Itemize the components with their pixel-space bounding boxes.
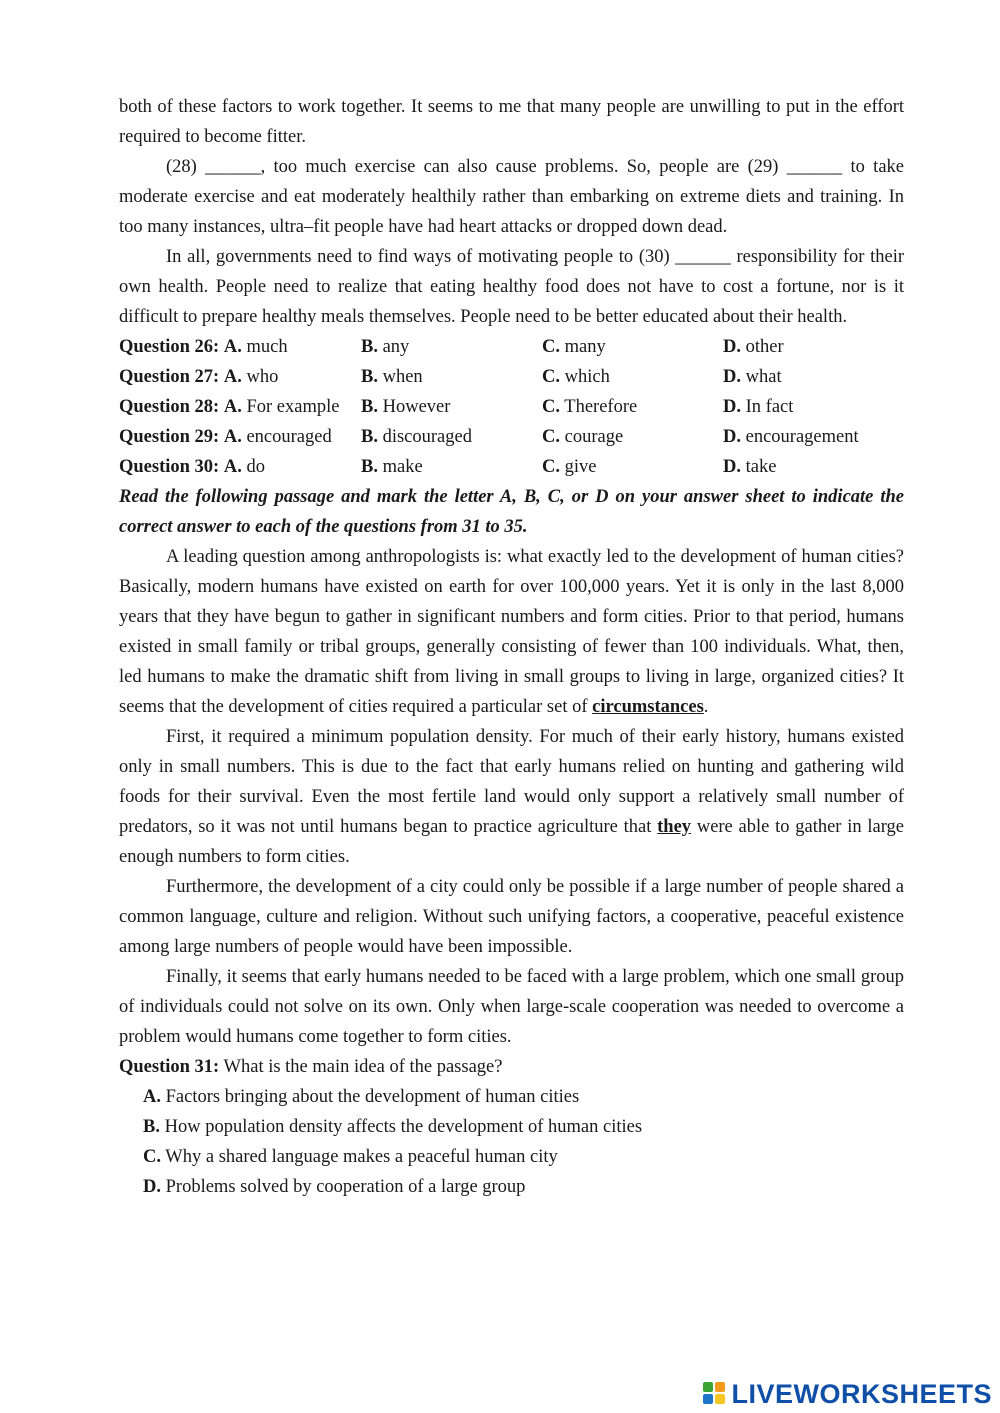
option-letter: D. [723,457,741,477]
question-text: What is the main idea of the passage? [223,1057,503,1077]
option-letter: A. [143,1087,161,1107]
question-label: Question 27: [119,367,220,387]
reading-paragraph-2 [119,722,904,872]
paragraph-text: A leading question among anthropologists is: what exactly led to the development of human cities? Basically, modern humans have existed on earth for over 100,000 years. Yet it is only in the last 8,000 years that they have begun to gather in significant numbers and form cities. Prior to that period, humans existed in small family or tribal groups, generally consisting of fewer than 100 individuals. What, then, led humans to make the dramatic shift from living in small groups to living in large, organized cities? It seems that the development of cities required a particular set of [119,547,904,717]
underlined-word-circumstances: circumstances [592,697,704,717]
option-letter: D. [723,427,741,447]
option-a[interactable]: who [246,367,279,387]
question-27-row [119,362,904,392]
option-b[interactable]: discouraged [382,427,472,447]
question-29-row [119,422,904,452]
question-31-stem [119,1052,904,1082]
option-letter: A. [223,367,242,387]
option-letter: B. [361,457,378,477]
option-text: How population density affects the development of human cities [164,1117,643,1137]
option-c[interactable]: which [564,367,610,387]
option-text: Problems solved by cooperation of a large group [165,1177,526,1197]
reading-paragraph-1 [119,542,904,722]
question-label: Question 28: [119,397,220,417]
option-letter: A. [223,457,242,477]
option-letter: B. [361,427,378,447]
worksheet-page [119,92,904,1202]
option-d[interactable]: encouragement [745,427,859,447]
question-label: Question 26: [119,337,220,357]
option-letter: D. [723,337,741,357]
reading-paragraph-4: Finally, it seems that early humans needed to be faced with a large problem, which one small group of individuals could not solve on its own. Only when large-scale cooperation was needed to overcome a problem would humans come together to form cities. [119,967,904,1047]
option-letter: D. [723,367,741,387]
option-letter: A. [223,397,242,417]
option-letter: B. [361,367,378,387]
option-letter: C. [542,397,560,417]
liveworksheets-logo[interactable] [703,1377,992,1411]
question-label: Question 30: [119,457,220,477]
question-31-option-c[interactable] [119,1142,904,1172]
question-30-row [119,452,904,482]
option-d[interactable]: take [745,457,777,477]
passage-paragraph-3: In all, governments need to find ways of motivating people to (30) ______ responsibility for their own health. People need to realize that eating healthy food does not have to cost a fortune, nor is it difficult to prepare healthy meals themselves. People need to be better educated about their health. [119,247,904,327]
option-letter: C. [542,367,560,387]
option-letter: B. [143,1117,160,1137]
underlined-word-they: they [657,817,692,837]
question-26-row [119,332,904,362]
option-letter: B. [361,397,378,417]
question-31-options [119,1082,904,1202]
paragraph-text: First, it required a minimum population density. For much of their early history, humans existed only in small numbers. This is due to the fact that early humans relied on hunting and gathering wild foods for their survival. Even the most fertile land would only support a relatively small number of predators, so it was not until humans began to practice agriculture that [119,727,904,837]
option-letter: C. [542,427,560,447]
option-b[interactable]: any [382,337,410,357]
option-c[interactable]: courage [564,427,624,447]
option-d[interactable]: other [745,337,784,357]
option-c[interactable]: give [564,457,597,477]
question-31-option-d[interactable] [119,1172,904,1202]
option-letter: D. [143,1177,161,1197]
question-28-row [119,392,904,422]
option-letter: A. [223,427,242,447]
question-label: Question 31: [119,1057,220,1077]
question-31-option-a[interactable] [119,1082,904,1112]
option-b[interactable]: make [382,457,423,477]
option-c[interactable]: many [564,337,606,357]
passage-paragraph-2: (28) ______, too much exercise can also cause problems. So, people are (29) ______ to take moderate exercise and eat moderately healthily rather than embarking on extreme diets and training. In too many instances, ultra–fit people have had heart attacks or dropped down dead. [119,157,904,237]
logo-square-yellow [715,1394,725,1404]
logo-square-orange [715,1382,725,1392]
question-label: Question 29: [119,427,220,447]
option-b[interactable]: However [382,397,451,417]
option-text: Why a shared language makes a peaceful human city [165,1147,558,1167]
option-letter: C. [542,457,560,477]
logo-square-blue [703,1394,713,1404]
option-d[interactable]: what [745,367,782,387]
reading-paragraph-3: Furthermore, the development of a city could only be possible if a large number of people shared a common language, culture and religion. Without such unifying factors, a cooperative, peaceful existence among large numbers of people would have been impossible. [119,877,904,957]
cloze-question-list [119,332,904,482]
option-letter: D. [723,397,741,417]
option-a[interactable]: For example [246,397,340,417]
option-a[interactable]: encouraged [246,427,332,447]
paragraph-end: . [703,697,709,717]
reading-instruction: Read the following passage and mark the letter A, B, C, or D on your answer sheet to indicate the correct answer to each of the questions from 31 to 35. [119,487,904,537]
option-letter: A. [223,337,242,357]
liveworksheets-logo-icon [703,1382,727,1406]
passage-paragraph-1: both of these factors to work together. It seems to me that many people are unwilling to put in the effort required to become fitter. [119,97,904,147]
option-a[interactable]: do [246,457,265,477]
option-d[interactable]: In fact [745,397,794,417]
brand-name: LIVEWORKSHEETS [731,1378,992,1409]
option-letter: C. [542,337,560,357]
option-b[interactable]: when [382,367,423,387]
question-31-option-b[interactable] [119,1112,904,1142]
option-letter: C. [143,1147,161,1167]
option-letter: B. [361,337,378,357]
logo-square-green [703,1382,713,1392]
option-a[interactable]: much [246,337,288,357]
paragraph-end: were able to gather in large enough numbers to form cities. [119,817,905,867]
option-c[interactable]: Therefore [564,397,638,417]
option-text: Factors bringing about the development of human cities [165,1087,580,1107]
